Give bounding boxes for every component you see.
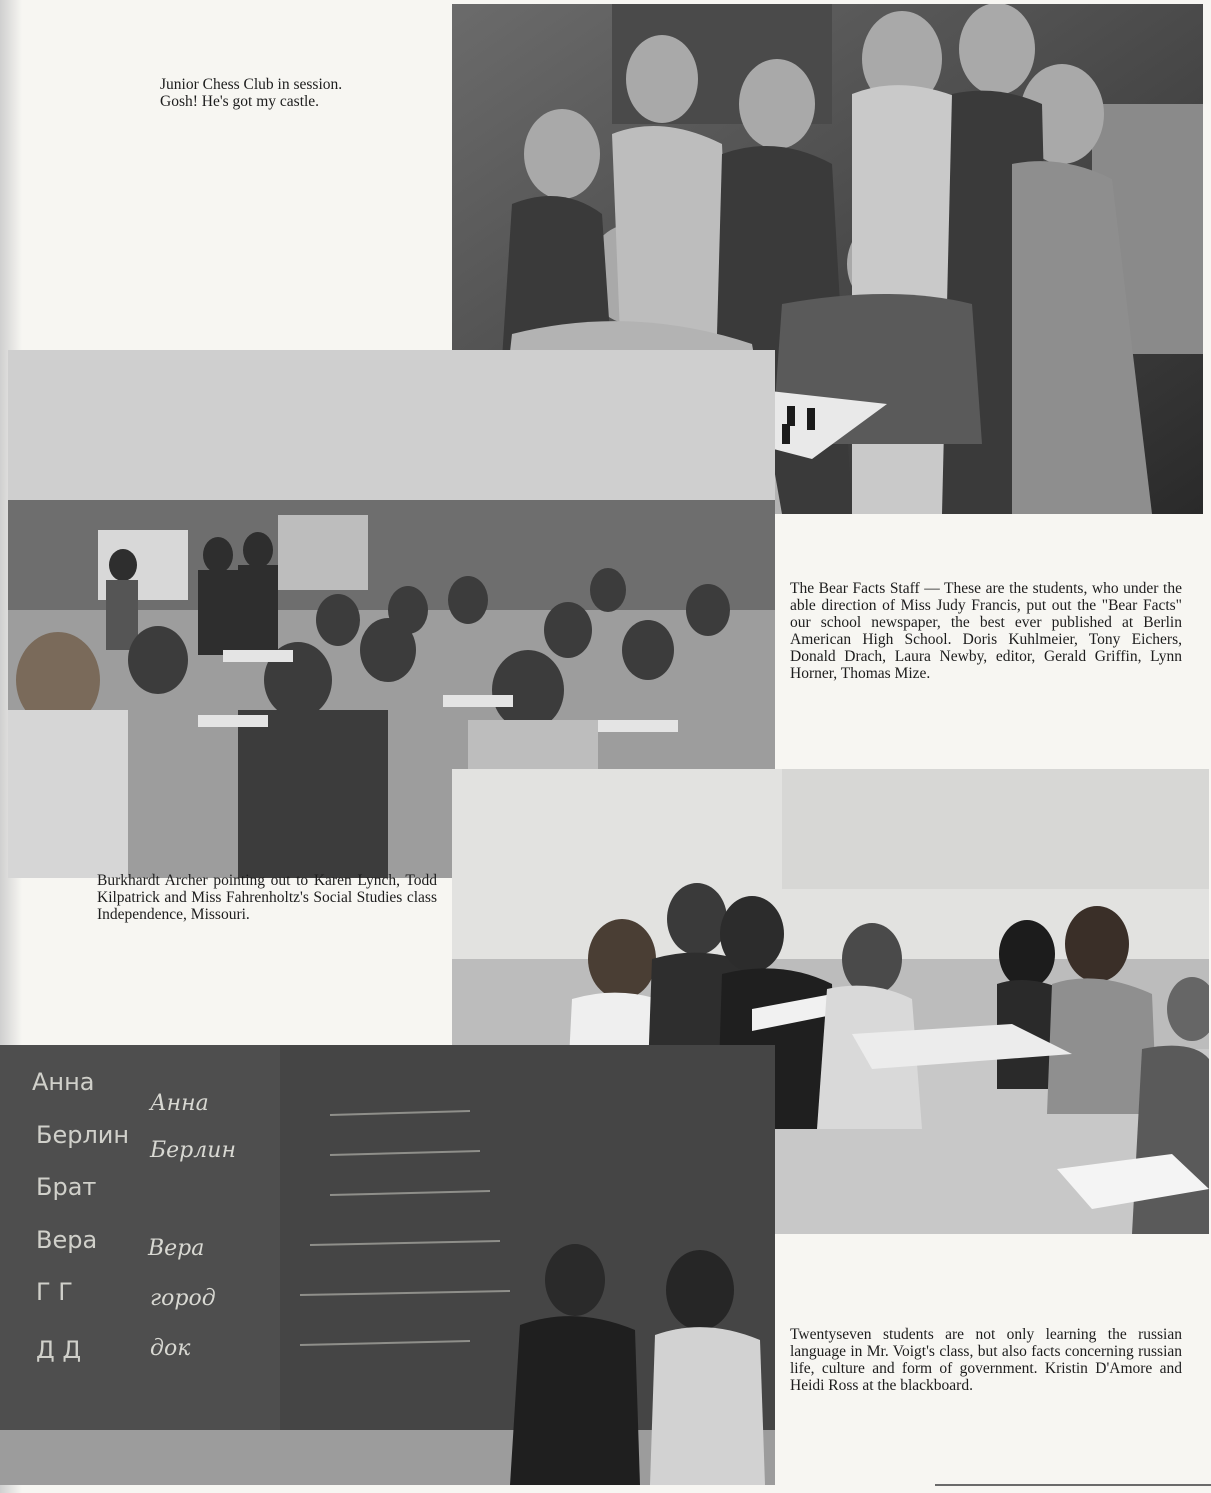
photo-russian-blackboard (0, 1045, 775, 1485)
caption-social-studies (97, 872, 437, 923)
blackboard-script-word: Анна (150, 1091, 209, 1116)
blackboard-script-word: Берлин (150, 1138, 236, 1163)
blackboard-print-word: Вера (36, 1226, 98, 1254)
caption-chess-line-2: Gosh! He's got my castle. (160, 93, 320, 110)
caption-chess-line-1: Junior Chess Club in session. (160, 76, 343, 93)
caption-russian-text: Twentyseven students are not only learning the russian language in Mr. Voigt's class, but also facts concerning russian life, culture and form of government. Kristin D'Amore and Heidi Ross at the blackboard. (790, 1326, 1182, 1394)
blackboard-print-word: Д Д (36, 1336, 82, 1364)
caption-archer-text: Burkhardt Archer pointing out to Karen Lynch, Todd Kilpatrick and Miss Fahrenholtz's Social Studies class Independence, Missouri. (97, 872, 437, 923)
caption-russian-class (790, 1326, 1182, 1394)
blackboard-script-word: док (150, 1336, 191, 1361)
blackboard-print-word: Берлин (36, 1121, 130, 1149)
blackboard-print-word: Анна (32, 1068, 95, 1096)
caption-chess-club (160, 76, 460, 110)
blackboard-script-word: Вера (148, 1236, 205, 1261)
blackboard-print-word: Брат (36, 1173, 97, 1201)
blackboard-script-word: город (150, 1286, 216, 1311)
caption-bear-facts-text: The Bear Facts Staff — These are the students, who under the able direction of Miss Judy Francis, put out the "Bear Facts" our school newspaper, the best ever published at Berlin American High School. Doris Kuhlmeier, Tony Eichers, Donald Drach, Laura Newby, editor, Gerald Griffin, Lynn Horner, Thomas Mize. (790, 580, 1182, 682)
blackboard-print-word: Г Г (36, 1278, 73, 1306)
bottom-rule (935, 1484, 1211, 1486)
caption-bear-facts-staff (790, 580, 1182, 682)
